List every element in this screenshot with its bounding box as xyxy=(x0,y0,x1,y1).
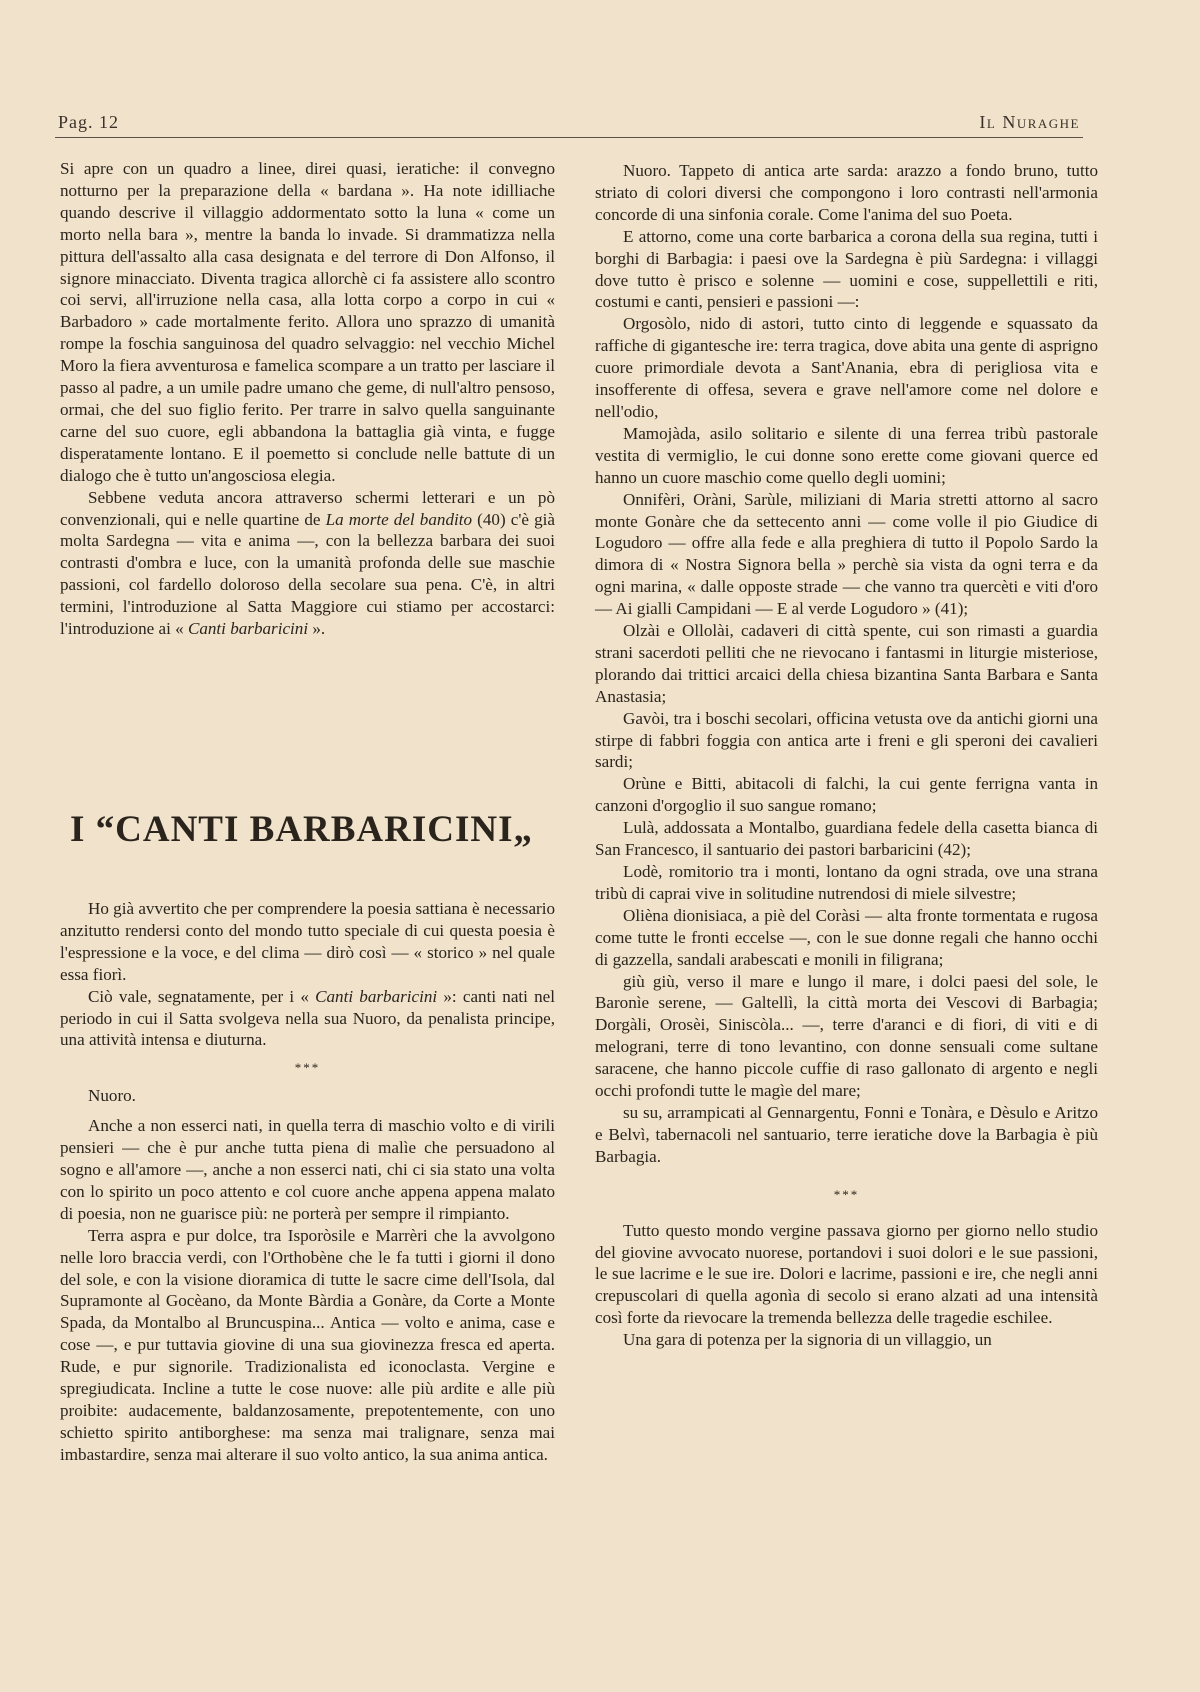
paragraph: Anche a non esserci nati, in quella terra di maschio volto e di virili pensieri — che è pur anche tutta piena di malìe che persuadono al sogno e all'amore —, anche a non esserci nati, chi ci sia stato una volta con lo spirito un poco attento e col cuore anche appena appena malato di poesia, non ne guarisce più: ne porterà per sempre il rimpianto. xyxy=(60,1116,555,1223)
paragraph: Lodè, romitorio tra i monti, lontano da ogni strada, ove una strana tribù di caprai vive in solitudine nutrendosi di miele silvestre; xyxy=(595,862,1098,903)
paragraph: Ho già avvertito che per comprendere la poesia sattiana è necessario anzitutto rendersi conto del mondo tutto speciale di cui questa poesia è l'espressione e la voce, e del clima — dirò così — « storico » nel quale essa fiorì. xyxy=(60,899,556,984)
paragraph: su su, arrampicati al Gennargentu, Fonni e Tonàra, e Dèsulo e Aritzo e Belvì, tabernacoli nel santuario, terre ieratiche dove la Barbagia è più Barbagia. xyxy=(595,1102,1098,1166)
italic-title: La morte del bandito xyxy=(325,509,473,529)
paragraph: Mamojàda, asilo solitario e silente di una ferrea tribù pastorale vestita di vermiglio, le cui donne sono erette come giovani querce ed hanno un cuore maschio come quello degli uomini; xyxy=(595,423,1098,487)
paragraph: E attorno, come una corte barbarica a corona della sua regina, tutti i borghi di Barbagia: i paesi ove la Sardegna è più Sardegna: i villaggi dove tutto è prisco e solenne — uomini e cose, suppellettili e riti, costumi e canti, pensieri e passioni —: xyxy=(595,226,1098,312)
page-number: Pag. 12 xyxy=(58,112,119,132)
italic-title: Canti barbaricini xyxy=(315,986,438,1006)
paragraph: Sebbene veduta ancora attraverso schermi letterari e un pò convenzionali, qui e nelle quartine de La morte del bandito (40) c'è già molta Sardegna — vita e anima —, con la bellezza barbara dei suoi contrasti d'ombra e luce, con la umanità profonda delle sue maschie passioni, col fardello doloroso della secolare sua pena. C'è, in altri termini, l'introduzione al Satta Maggiore cui stiamo per accostarci: l'introduzione ai « Canti barbaricini ». xyxy=(60,487,555,639)
paragraph: Olzài e Ollolài, cadaveri di città spente, cui son rimasti a guardia strani sacerdoti pelliti che ne rievocano i fantasmi in liturgie misteriose, plorando dai trittici arcaici della chiesa bizantina Santa Barbara e Santa Anastasia; xyxy=(595,621,1098,706)
section-separator: *** xyxy=(294,1060,321,1076)
paragraph: Nuoro. Tappeto di antica arte sarda: arazzo a fondo bruno, tutto striato di colori diversi che compongono i loro contrasti nell'armonia concorde di una sinfonia corale. Come l'anima del suo Poeta. xyxy=(595,161,1098,224)
paragraph: Onnifèri, Oràni, Sarùle, miliziani di Maria stretti attorno al sacro monte Gonàre che da settecento anni — come volle il pio Giudice di Logudoro — offre alla fede e alla preghiera di tutto il Popolo Sardo la dimora di « Nostra Signora bella » perchè sia vista da ogni terra e da ogni marina, « dalle opposte strade — che vanno tra quercèti e viti d'oro — Ai gialli Campidani — E al verde Logudoro » (41); xyxy=(595,489,1098,619)
journal-title: Il Nuraghe xyxy=(979,112,1080,132)
paragraph: Una gara di potenza per la signoria di un villaggio, un xyxy=(623,1330,992,1350)
header-rule xyxy=(55,137,1083,138)
paragraph: Si apre con un quadro a linee, direi quasi, ieratiche: il convegno notturno per la preparazione della « bardana ». Ha note idilliache quando descrive il villaggio addormentato sotto la luna « come un morto nella bara », mentre la banda lo invade. Si drammatizza nella pittura dell'assalto alla casa designata e del terrore di Don Alfonso, il signore minacciato. Diventa tragica allorchè ci fa assistere allo scontro coi servi, all'irruzione nella casa, alla lotta corpo a corpo in cui « Barbadoro » cade mortalmente ferito. Allora uno sprazzo di umanità rompe la foschia sanguinosa del quadro selvaggio: nel vecchio Michel Moro la fiera avventurosa e famelica scompare a un tratto per lasciare il passo al padre, a un umile padre umano che geme, di null'altro pensoso, ormai, che del suo figlio ferito. Per trarre in salvo quella sanguinante carne del suo cuore, egli abbandona la battaglia già vinta, e fugge disperatamente lontano. E il poemetto si conclude nelle battute di un dialogo che è tutto un'angosciosa elegia. xyxy=(60,159,555,485)
paragraph: Terra aspra e pur dolce, tra Isporòsile e Marrèri che la avvolgono nelle loro braccia verdi, con l'Orthobène che le fa tutti i giorni il dono del sole, e con la visione dioramica di tutte le sacre cime dell'Isola, dal Supramonte al Gocèano, da Monte Bàrdia a Gonàre, da Corte a Monte Spada, da Montalbo al Bruncuspina... Antica — volto e anima, case e cose —, e pur tuttavia giovine di una sua giovinezza fresca ed aperta. Rude, e pur signorile. Tradizionalista ed iconoclasta. Vergine e spregiudicata. Incline a tutte le cose nuove: alle più ardite e alle più proibite: audacemente, baldanzosamente, prepotentemente, con uno schietto spirito antiborghese: ma senza mai tralignare, senza mai imbastardire, senza mai alterare il suo volto antico, la sua anima antica. xyxy=(60,1225,555,1464)
paragraph: Orùne e Bitti, abitacoli di falchi, la cui gente ferrigna vanta in canzoni d'orgoglio il suo sangue romano; xyxy=(595,774,1098,816)
paragraph: Lulà, addossata a Montalbo, guardiana fedele della casetta bianca di San Francesco, il santuario dei pastori barbaricini (42); xyxy=(595,818,1098,860)
italic-title: Canti barbaricini xyxy=(187,619,309,639)
paragraph: Ciò vale, segnatamente, per i « Canti barbaricini »: canti nati nel periodo in cui il Satta svolgeva nella sua Nuoro, da penalista principe, una attività intensa e diuturna. xyxy=(60,986,555,1050)
paragraph: Olièna dionisiaca, a piè del Coràsi — alta fronte tormentata e rugosa come tutte le fronti eccelse —, con le sue donne regali che hanno occhi di gazzella, sandali arabescati e monili in filigrana; xyxy=(595,905,1098,969)
left-column-lower xyxy=(60,898,555,1466)
paragraph: Nuoro. xyxy=(88,1086,136,1106)
paragraph: Gavòi, tra i boschi secolari, officina vetusta ove da antichi giorni una stirpe di fabbri foggia con antica arte i freni e gli speroni dei cavalieri sardi; xyxy=(595,708,1098,772)
section-title: I “CANTI BARBARICINI„ xyxy=(70,809,534,850)
left-column xyxy=(60,158,555,640)
paragraph: Orgosòlo, nido di astori, tutto cinto di leggende e squassato da raffiche di gigantesche ire: terra tragica, dove abita una gente di asprigno cuore primordiale devota a Sant'Anania, ebra di perigliosa vita e insofferente di offesa, severa e grave nell'amore come nel dolore e nell'odio, xyxy=(595,314,1098,421)
paragraph: Tutto questo mondo vergine passava giorno per giorno nello studio del giovine avvocato nuorese, portandovi i suoi dolori e le sue passioni, le sue lacrime e le sue ire. Dolori e lacrime, passioni e ire, che negli anni crepuscolari di quella agonìa di secolo si erano alzati ad una intensità così forte da rievocare la tremenda bellezza delle tragedie eschilee. xyxy=(595,1220,1098,1328)
right-column xyxy=(595,160,1098,1351)
paragraph: giù giù, verso il mare e lungo il mare, i dolci paesi del sole, le Baronìe serene, — Galtellì, la città morta dei Vescovi di Barbagia; Dorgàli, Orosèi, Siniscòla... —, terre d'aranci e di fiori, di viti e di melograni, terre di tono levantino, con donne sensuali come sultane saracene, che hanno piccole cuffie di raso gallonato di argento e negli occhi profondi tutte le magìe del mare; xyxy=(595,971,1098,1101)
section-separator: *** xyxy=(833,1186,860,1202)
